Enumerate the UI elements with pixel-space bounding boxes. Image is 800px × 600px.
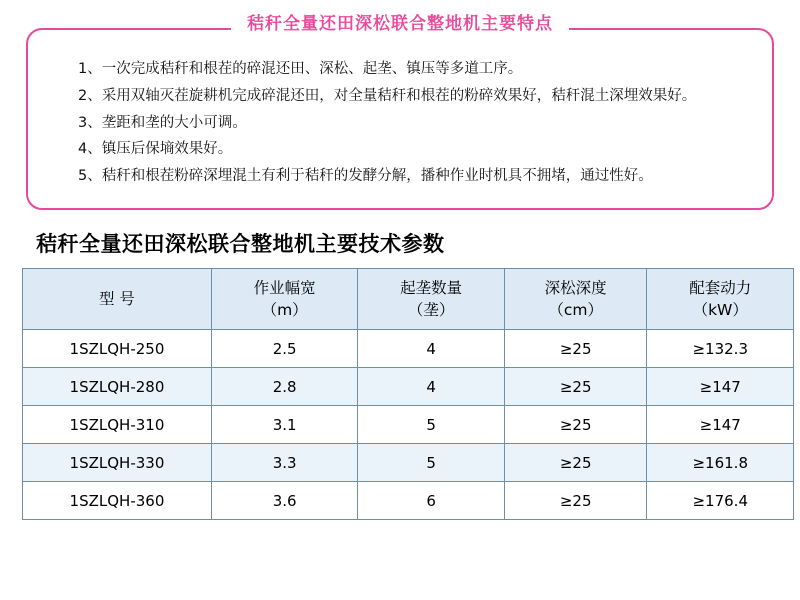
- feature-list-item: 2、采用双轴灭茬旋耕机完成碎混还田，对全量秸秆和根茬的粉碎效果好，秸秆混土深埋效果好。: [78, 87, 697, 104]
- cell-model: 1SZLQH-330: [23, 444, 212, 482]
- column-header-line1: 作业幅宽: [253, 278, 316, 297]
- cell-working-width: 2.5: [211, 330, 357, 368]
- column-header-line1: 深松深度: [544, 278, 607, 297]
- cell-model: 1SZLQH-250: [23, 330, 212, 368]
- cell-subsoil-depth: ≥25: [504, 482, 647, 520]
- cell-subsoil-depth: ≥25: [504, 330, 647, 368]
- table-row: [23, 330, 794, 368]
- cell-matched-power: ≥161.8: [647, 444, 794, 482]
- column-header-line2: （m）: [261, 301, 308, 320]
- cell-subsoil-depth: ≥25: [504, 368, 647, 406]
- cell-ridge-count: 4: [358, 330, 504, 368]
- column-header-line1: 型 号: [98, 289, 135, 308]
- spec-table: [22, 268, 794, 520]
- cell-matched-power: ≥147: [647, 406, 794, 444]
- column-header-model: [23, 269, 212, 330]
- feature-list-item: 1、一次完成秸秆和根茬的碎混还田、深松、起垄、镇压等多道工序。: [78, 61, 523, 77]
- feature-list-item: 4、镇压后保墒效果好。: [78, 141, 233, 158]
- table-row: [23, 482, 794, 520]
- feature-list: [50, 56, 750, 190]
- feature-title-container: [28, 16, 772, 33]
- cell-matched-power: ≥176.4: [647, 482, 794, 520]
- table-row: [23, 444, 794, 482]
- spec-table-head: [23, 269, 794, 330]
- cell-ridge-count: 4: [358, 368, 504, 406]
- cell-model: 1SZLQH-360: [23, 482, 212, 520]
- column-header-working-width: [211, 269, 357, 330]
- cell-matched-power: ≥147: [647, 368, 794, 406]
- column-header-matched-power: [647, 269, 794, 330]
- table-header-row: [23, 269, 794, 330]
- column-header-line1: 配套动力: [689, 278, 752, 297]
- column-header-line2: （kW）: [692, 301, 748, 320]
- cell-subsoil-depth: ≥25: [504, 406, 647, 444]
- table-row: [23, 368, 794, 406]
- spec-section-heading: 秸秆全量还田深松联合整地机主要技术参数: [36, 232, 445, 257]
- column-header-line1: 起垄数量: [400, 278, 463, 297]
- cell-ridge-count: 5: [358, 444, 504, 482]
- spec-table-body: [23, 330, 794, 520]
- column-header-line2: （垄）: [407, 301, 455, 320]
- table-row: [23, 406, 794, 444]
- cell-working-width: 3.1: [211, 406, 357, 444]
- feature-panel: [26, 14, 774, 210]
- cell-matched-power: ≥132.3: [647, 330, 794, 368]
- cell-working-width: 3.6: [211, 482, 357, 520]
- cell-model: 1SZLQH-280: [23, 368, 212, 406]
- column-header-ridge-count: [358, 269, 504, 330]
- cell-subsoil-depth: ≥25: [504, 444, 647, 482]
- column-header-line2: （cm）: [548, 301, 603, 320]
- column-header-subsoil-depth: [504, 269, 647, 330]
- cell-working-width: 2.8: [211, 368, 357, 406]
- feature-list-item: 3、垄距和垄的大小可调。: [78, 114, 247, 131]
- cell-ridge-count: 6: [358, 482, 504, 520]
- cell-ridge-count: 5: [358, 406, 504, 444]
- cell-model: 1SZLQH-310: [23, 406, 212, 444]
- feature-panel-title: 秸秆全量还田深松联合整地机主要特点: [231, 16, 569, 33]
- feature-list-item: 5、秸秆和根茬粉碎深埋混土有利于秸秆的发酵分解，播种作业时机具不拥堵，通过性好。: [78, 168, 653, 185]
- cell-working-width: 3.3: [211, 444, 357, 482]
